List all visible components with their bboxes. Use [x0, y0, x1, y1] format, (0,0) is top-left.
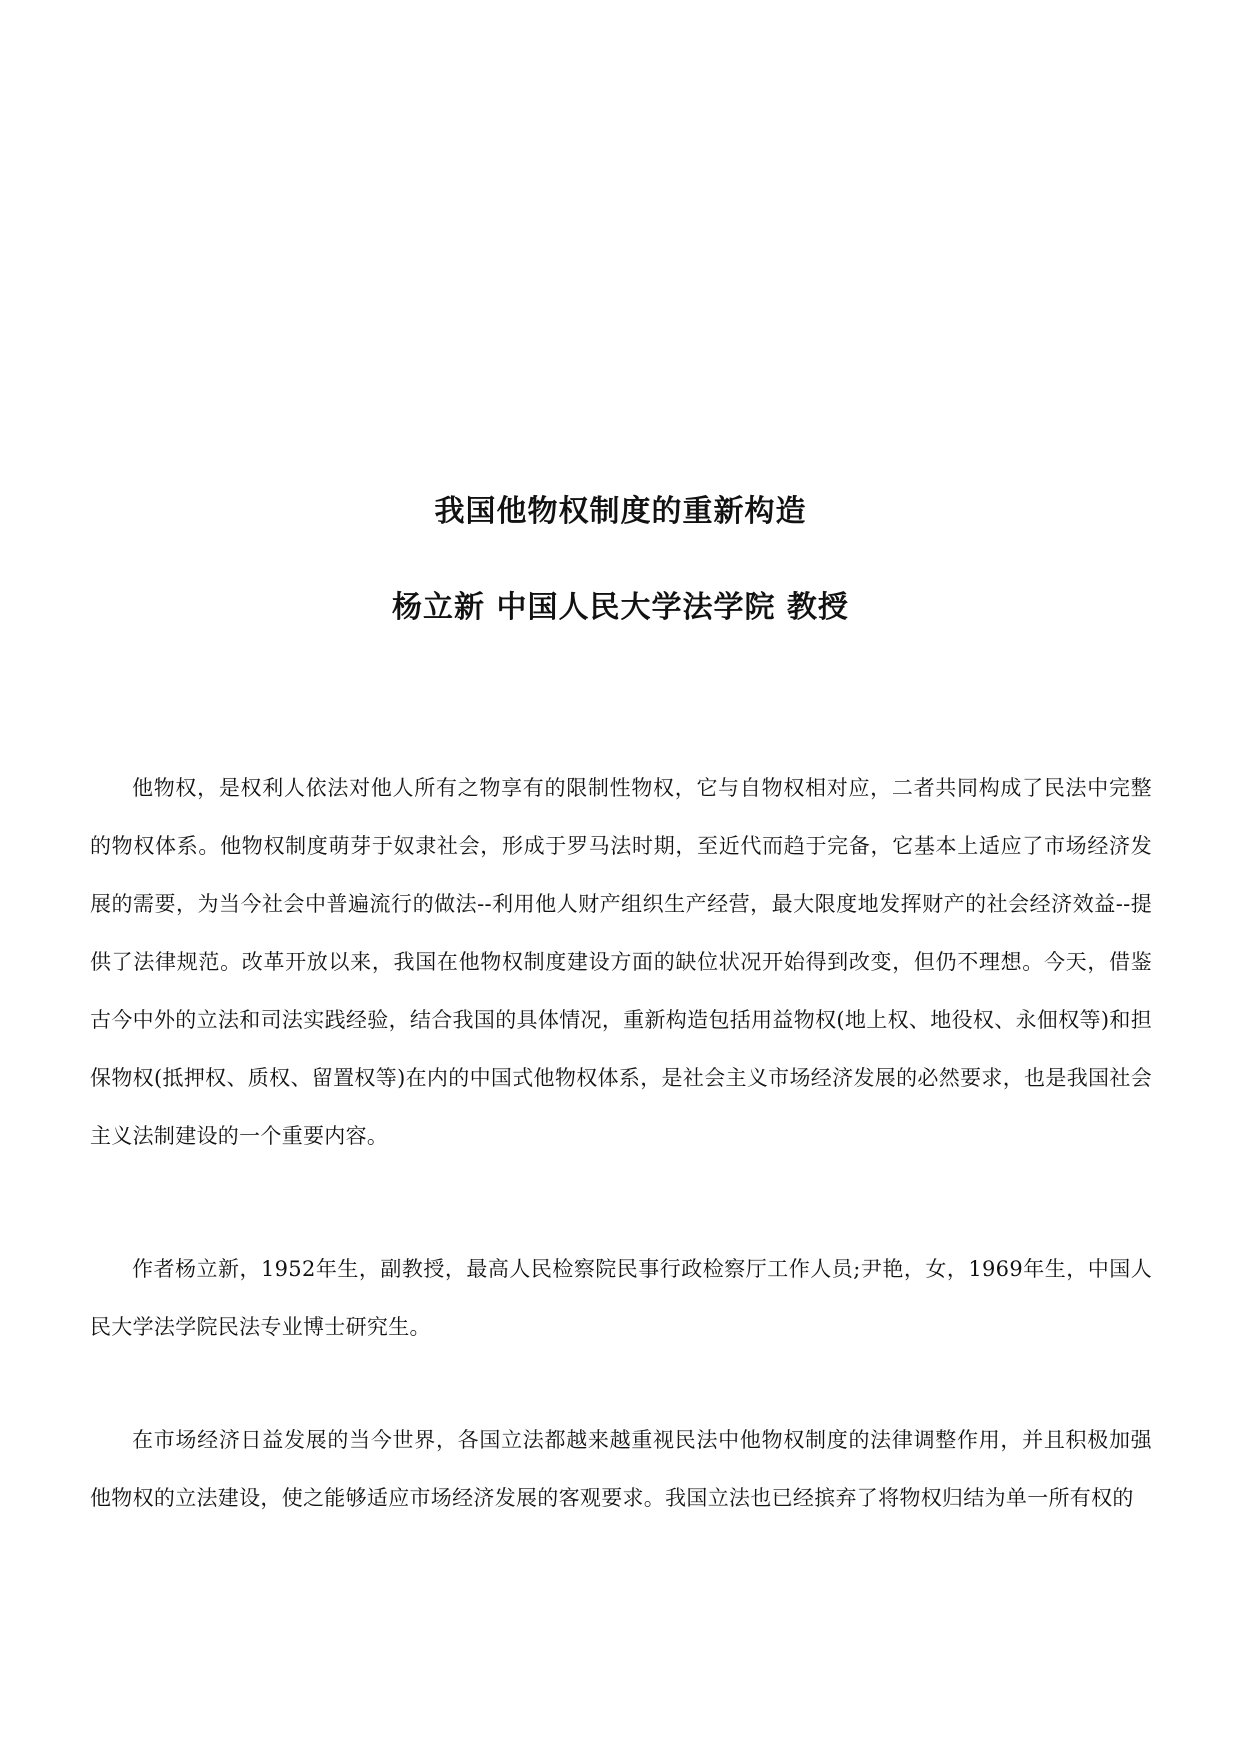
author-line: 杨立新 中国人民大学法学院 教授: [392, 590, 849, 625]
paragraph-intro: 他物权，是权利人依法对他人所有之物享有的限制性物权，它与自物权相对应，二者共同构成了民法中完整的物权体系。他物权制度萌芽于奴隶社会，形成于罗马法时期，至近代而趋于完备，它基本上适应了市场经济发展的需要，为当今社会中普遍流行的做法--利用他人财产组织生产经营，最大限度地发挥财产的社会经济效益--提供了法律规范。改革开放以来，我国在他物权制度建设方面的缺位状况开始得到改变，但仍不理想。今天，借鉴古今中外的立法和司法实践经验，结合我国的具体情况，重新构造包括用益物权(地上权、地役权、永佃权等)和担保物权(抵押权、质权、留置权等)在内的中国式他物权体系，是社会主义市场经济发展的必然要求，也是我国社会主义法制建设的一个重要内容。: [90, 776, 1152, 1148]
body-section-2: [90, 1240, 1152, 1356]
paragraph-main: 在市场经济日益发展的当今世界，各国立法都越来越重视民法中他物权制度的法律调整作用，并且积极加强他物权的立法建设，使之能够适应市场经济发展的客观要求。我国立法也已经摈弃了将物权归结为单一所有权的: [90, 1428, 1152, 1510]
body-section-3: [90, 1411, 1152, 1527]
document-title: 我国他物权制度的重新构造: [434, 494, 807, 529]
body-section-1: [90, 759, 1152, 1165]
paragraph-author-note: 作者杨立新，1952年生，副教授，最高人民检察院民事行政检察厅工作人员;尹艳，女，1969年生，中国人民大学法学院民法专业博士研究生。: [90, 1257, 1152, 1339]
